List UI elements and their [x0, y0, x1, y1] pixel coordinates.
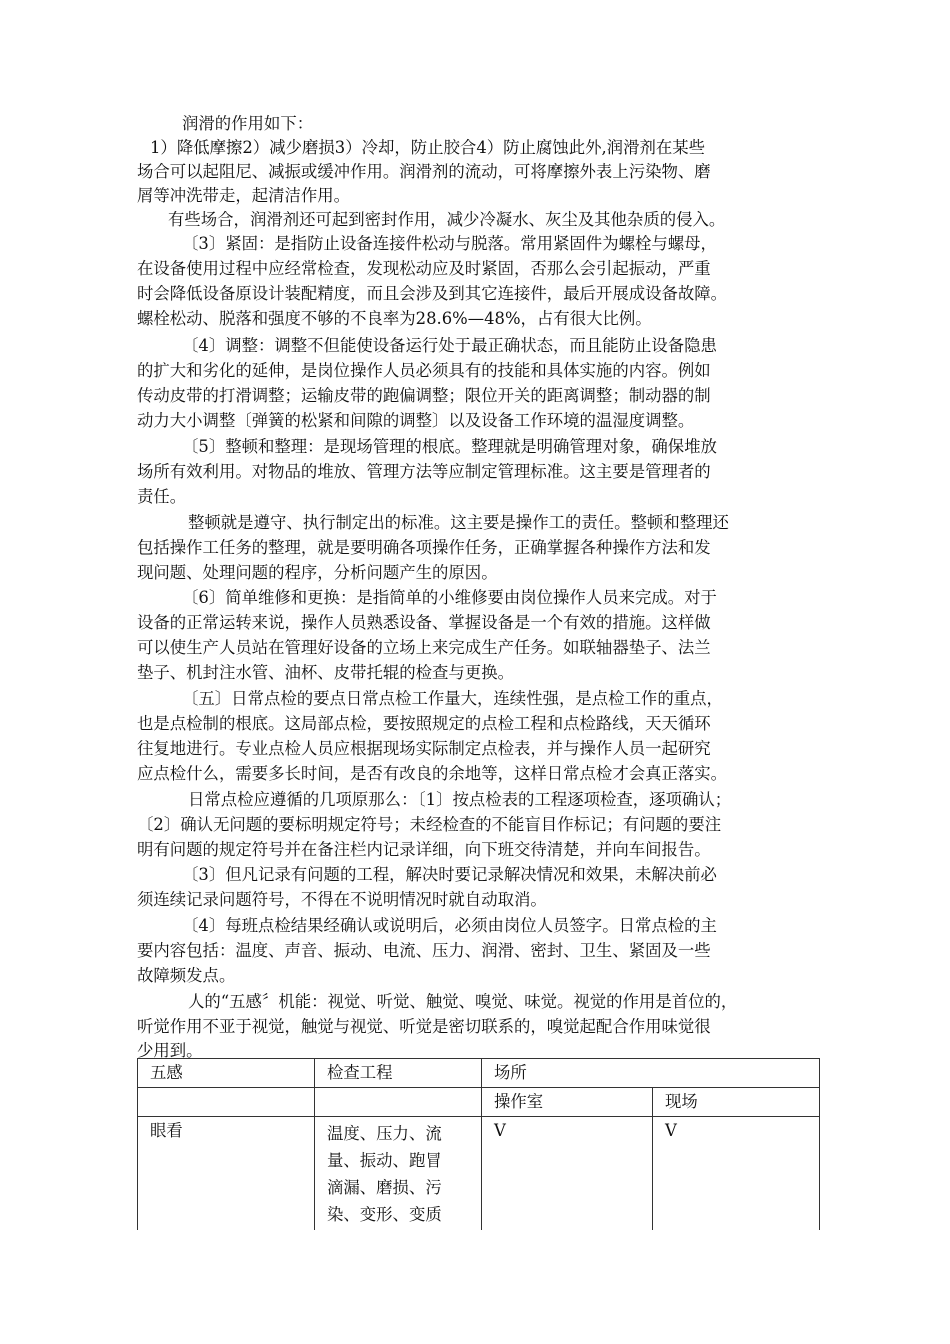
empty-cell: [315, 1088, 482, 1117]
paragraph-line: 在设备使用过程中应经常检查，发现松动应及时紧固，否那么会引起振动，严重: [137, 259, 711, 278]
paragraph-line: 往复地进行。专业点检人员应根据现场实际制定点检表，并与操作人员一起研究: [137, 739, 711, 758]
table-header-row: [138, 1059, 820, 1088]
paragraph-line: 传动皮带的打滑调整；运输皮带的跑偏调整；限位开关的距离调整；制动器的制: [137, 386, 711, 405]
paragraph-line: 听觉作用不亚于视觉，触觉与视觉、听觉是密切联系的，嗅觉起配合作用味觉很: [137, 1017, 711, 1036]
cell-item-line: 量、振动、跑冒: [327, 1151, 442, 1170]
cell-items: [315, 1117, 482, 1231]
paragraph-line: 日常点检应遵循的几项原那么：〔1〕按点检表的工程逐项检查，逐项确认；: [188, 790, 732, 809]
paragraph-line: 场所有效利用。对物品的堆放、管理方法等应制定管理标准。这主要是管理者的: [137, 462, 711, 481]
paragraph-line: 整顿就是遵守、执行制定出的标准。这主要是操作工的责任。整顿和整理还: [188, 513, 729, 532]
table-subheader-row: [138, 1088, 820, 1117]
paragraph-line: 责任。: [137, 487, 187, 506]
paragraph-line: 少用到。: [137, 1041, 203, 1060]
paragraph-line: 〔2〕确认无问题的要标明规定符号；未经检查的不能盲目作标记；有问题的要注: [137, 815, 722, 834]
paragraph-line: 也是点检制的根底。这局部点检，要按照规定的点检工程和点检路线，天天循环: [137, 714, 711, 733]
paragraph-line: 〔5〕整顿和整理：是现场管理的根底。整理就是明确管理对象，确保堆放: [182, 437, 717, 456]
paragraph-line: 应点检什么，需要多长时间，是否有改良的余地等，这样日常点检才会真正落实。: [137, 764, 728, 783]
paragraph-line: 场合可以起阻尼、减振或缓冲作用。润滑剂的流动，可将摩擦外表上污染物、磨: [137, 162, 711, 181]
paragraph-line: 〔五〕日常点检的要点日常点检工作量大，连续性强，是点检工作的重点，: [182, 689, 723, 708]
paragraph-line: 须连续记录问题符号，不得在不说明情况时就自动取消。: [137, 890, 547, 909]
header-place: 场所: [482, 1059, 820, 1088]
cell-item-line: 温度、压力、流: [327, 1124, 442, 1143]
paragraph-line: 明有问题的规定符号并在备注栏内记录详细，向下班交待清楚，并向车间报告。: [137, 840, 711, 859]
paragraph-line: 〔4〕调整：调整不但能使设备运行处于最正确状态，而且能防止设备隐患: [182, 336, 717, 355]
paragraph-line: 设备的正常运转来说，操作人员熟悉设备、掌握设备是一个有效的措施。这样做: [137, 613, 711, 632]
paragraph-line: 〔3〕但凡记录有问题的工程，解决时要记录解决情况和效果，未解决前必: [182, 865, 717, 884]
paragraph-line: 现问题、处理问题的程序，分析问题产生的原因。: [137, 563, 498, 582]
paragraph-line: 动力大小调整〔弹簧的松紧和间隙的调整〕以及设备工作环境的温湿度调整。: [137, 411, 695, 430]
paragraph-line: 可以使生产人员站在管理好设备的立场上来完成生产任务。如联轴器垫子、法兰: [137, 638, 711, 657]
paragraph-line: 人的“五感〞机能：视觉、听觉、触觉、嗅觉、味觉。视觉的作用是首位的，: [188, 992, 738, 1011]
paragraph-line: 要内容包括：温度、声音、振动、电流、压力、润滑、密封、卫生、紧固及一些: [137, 941, 711, 960]
paragraph-line: 垫子、机封注水管、油杯、皮带托辊的检查与更换。: [137, 663, 514, 682]
paragraph-line: 〔4〕每班点检结果经确认或说明后，必须由岗位人员签字。日常点检的主: [182, 916, 717, 935]
header-sense: 五感: [138, 1059, 315, 1088]
header-site: 现场: [653, 1088, 820, 1117]
cell-sense: 眼看: [138, 1117, 315, 1231]
paragraph-line: 的扩大和劣化的延伸，是岗位操作人员必须具有的技能和具体实施的内容。例如: [137, 361, 711, 380]
paragraph-line: 屑等冲洗带走，起清洁作用。: [137, 186, 351, 205]
paragraph-line: 故障频发点。: [137, 966, 236, 985]
cell-site-check: V: [653, 1117, 820, 1231]
paragraph-line: 润滑的作用如下：: [182, 114, 314, 133]
cell-room-check: V: [482, 1117, 653, 1231]
cell-item-line: 染、变形、变质: [327, 1205, 442, 1224]
header-item: 检查工程: [315, 1059, 482, 1088]
header-room: 操作室: [482, 1088, 653, 1117]
paragraph-line: 〔6〕简单维修和更换：是指简单的小维修要由岗位操作人员来完成。对于: [182, 588, 717, 607]
five-senses-table: [137, 1058, 820, 1230]
paragraph-line: 时会降低设备原设计装配精度，而且会涉及到其它连接件，最后开展成设备故障。: [137, 284, 728, 303]
cell-item-line: 滴漏、磨损、污: [327, 1178, 442, 1197]
paragraph-line: 螺栓松动、脱落和强度不够的不良率为28.6%—48%，占有很大比例。: [137, 309, 652, 328]
paragraph-line: 有些场合，润滑剂还可起到密封作用，减少冷凝水、灰尘及其他杂质的侵入。: [168, 210, 726, 229]
paragraph-line: 包括操作工任务的整理，就是要明确各项操作任务，正确掌握各种操作方法和发: [137, 538, 711, 557]
empty-cell: [138, 1088, 315, 1117]
paragraph-line: 1）降低摩擦2）减少磨损3）冷却，防止胶合4）防止腐蚀此外,润滑剂在某些: [150, 138, 706, 157]
paragraph-line: 〔3〕紧固：是指防止设备连接件松动与脱落。常用紧固件为螺栓与螺母，: [182, 234, 717, 253]
table-row: [138, 1117, 820, 1231]
